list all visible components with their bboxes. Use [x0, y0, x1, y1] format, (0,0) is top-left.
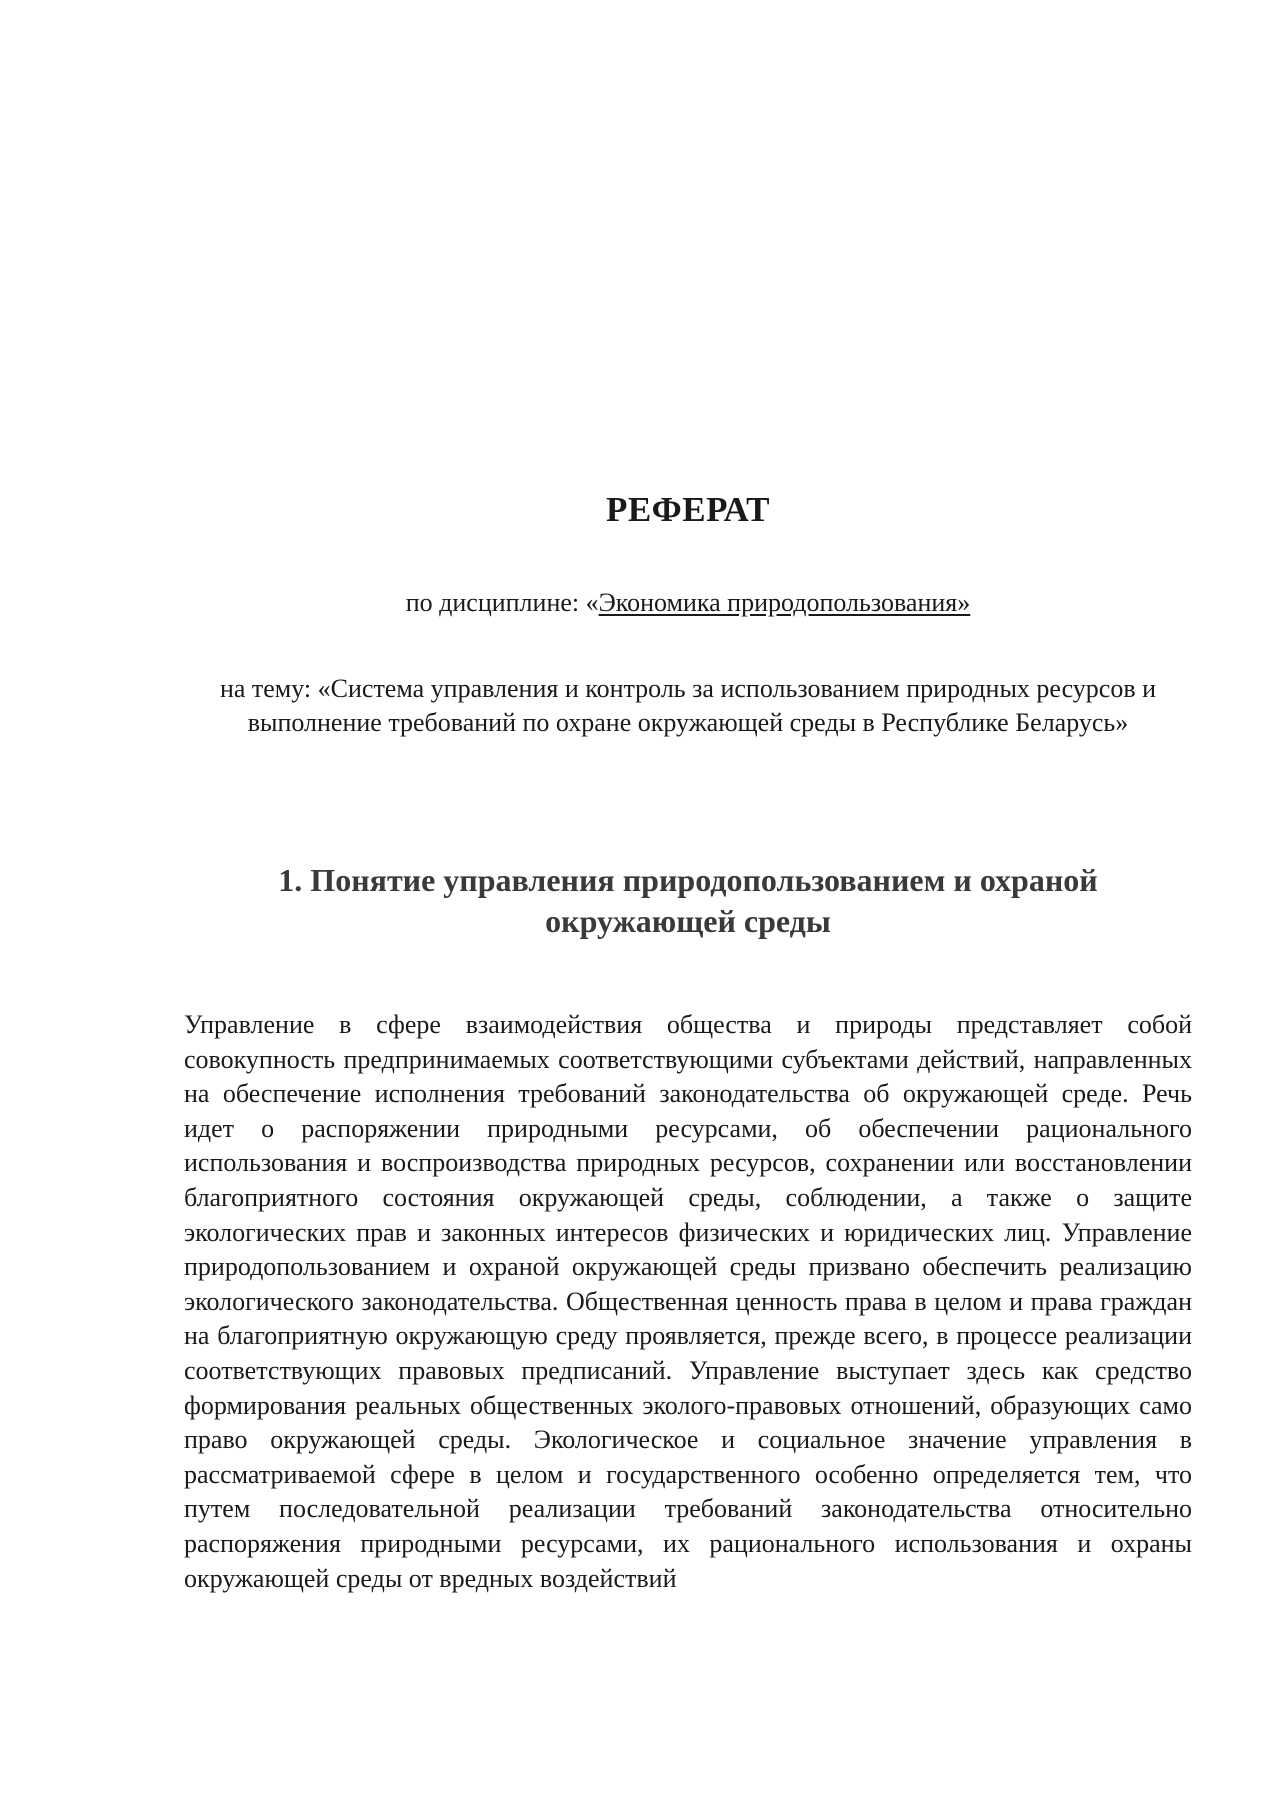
document-title: РЕФЕРАТ: [605, 490, 771, 529]
discipline-prefix: по дисциплине: «: [405, 588, 599, 617]
discipline-name: Экономика природопользования»: [598, 588, 971, 617]
section-heading: 1. Понятие управления природопользованием и охраной окружающей среды: [278, 862, 1098, 939]
body-paragraph: Управление в сфере взаимодействия общества и природы представляет собой совокупность предпринимаемых соответствующими субъектами действий, направленных на обеспечение исполнения требований законодательства об окружающей среде. Речь идет о распоряжении природными ресурсами, об обеспечении рационального использования и воспроизводства природных ресурсов, сохранении или восстановлении благоприятного состояния окружающей среды, соблюдении, а также о защите экологических прав и законных интересов физических и юридических лиц. Управление природопользованием и охраной окружающей среды призвано обеспечить реализацию экологического законодательства. Общественная ценность права в целом и права граждан на благоприятную окружающую среду проявляется, прежде всего, в процессе реализации соответствующих правовых предписаний. Управление выступает здесь как средство формирования реальных общественных эколого-правовых отношений, образующих само право окружающей среды. Экологическое и социальное значение управления в рассматриваемой сфере в целом и государственного особенно определяется тем, что путем последовательной реализации требований законодательства относительно распоряжения природными ресурсами, их рационального использования и охраны окружающей среды от вредных воздействий: [184, 1010, 1192, 1593]
topic-line: на тему: «Система управления и контроль за использованием природных ресурсов и выполнение требований по охране окружающей среды в Республике Беларусь»: [219, 674, 1157, 737]
discipline-line: [0, 588, 1280, 618]
